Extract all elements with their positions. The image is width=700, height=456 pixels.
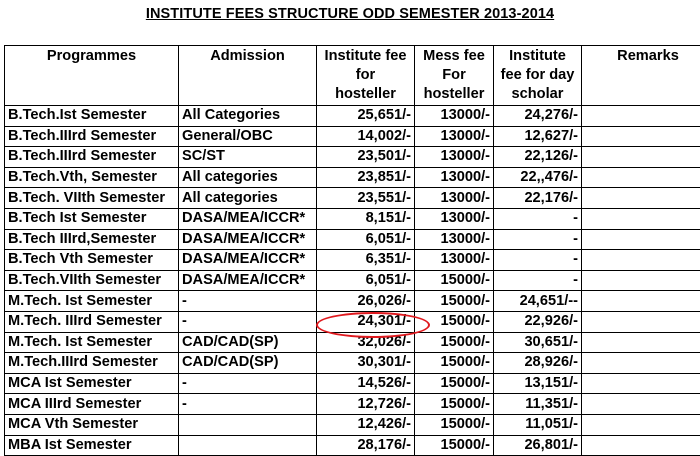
header-fee-day-scholar-line: scholar: [497, 85, 578, 104]
table-row: [5, 414, 700, 435]
fee-hosteller-cell: 23,851/-: [317, 167, 415, 188]
header-fee-hosteller-line: for: [320, 66, 411, 85]
fee-hosteller-cell: 23,551/-: [317, 188, 415, 209]
admission-cell: -: [179, 311, 317, 332]
admission-cell: DASA/MEA/ICCR*: [179, 270, 317, 291]
programme-cell: MCA IIIrd Semester: [5, 394, 179, 415]
remarks-cell: [582, 188, 700, 209]
fee-hosteller-cell: 30,301/-: [317, 353, 415, 374]
programme-cell: B.Tech.IIIrd Semester: [5, 126, 179, 147]
mess-fee-cell: 15000/-: [415, 414, 494, 435]
remarks-cell: [582, 147, 700, 168]
remarks-cell: [582, 229, 700, 250]
fee-day-scholar-cell: 11,351/-: [494, 394, 582, 415]
table-row: [5, 394, 700, 415]
mess-fee-cell: 15000/-: [415, 291, 494, 312]
header-fee-day-scholar-line: Institute: [497, 47, 578, 66]
header-mess-fee: [415, 46, 494, 106]
header-mess-fee-line: Mess fee: [418, 47, 490, 66]
header-fee-day-scholar-line: fee for day: [497, 66, 578, 85]
fee-day-scholar-cell: 13,151/-: [494, 373, 582, 394]
remarks-cell: [582, 126, 700, 147]
header-mess-fee-line: hosteller: [418, 85, 490, 104]
mess-fee-cell: 13000/-: [415, 147, 494, 168]
fee-day-scholar-cell: 12,627/-: [494, 126, 582, 147]
fee-day-scholar-cell: 24,651/--: [494, 291, 582, 312]
table-row: [5, 332, 700, 353]
fee-hosteller-cell: 24,301/-: [317, 311, 415, 332]
table-row: [5, 291, 700, 312]
mess-fee-cell: 13000/-: [415, 188, 494, 209]
remarks-cell: [582, 414, 700, 435]
fees-table: [4, 45, 700, 456]
table-row: [5, 126, 700, 147]
fee-hosteller-cell: 14,526/-: [317, 373, 415, 394]
table-row: [5, 311, 700, 332]
remarks-cell: [582, 394, 700, 415]
admission-cell: CAD/CAD(SP): [179, 332, 317, 353]
admission-cell: -: [179, 394, 317, 415]
fee-day-scholar-cell: 11,051/-: [494, 414, 582, 435]
remarks-cell: [582, 435, 700, 456]
programme-cell: M.Tech. Ist Semester: [5, 332, 179, 353]
admission-cell: SC/ST: [179, 147, 317, 168]
programme-cell: M.Tech.IIIrd Semester: [5, 353, 179, 374]
header-remarks: Remarks: [582, 46, 700, 106]
table-header-row: [5, 46, 700, 106]
mess-fee-cell: 15000/-: [415, 435, 494, 456]
programme-cell: MCA Vth Semester: [5, 414, 179, 435]
admission-cell: All Categories: [179, 106, 317, 127]
header-fee-day-scholar: [494, 46, 582, 106]
mess-fee-cell: 13000/-: [415, 106, 494, 127]
programme-cell: B.Tech.Ist Semester: [5, 106, 179, 127]
admission-cell: DASA/MEA/ICCR*: [179, 229, 317, 250]
remarks-cell: [582, 291, 700, 312]
table-row: [5, 435, 700, 456]
fee-hosteller-cell: 6,051/-: [317, 270, 415, 291]
fees-table-body: [5, 106, 700, 456]
fee-day-scholar-cell: 22,176/-: [494, 188, 582, 209]
mess-fee-cell: 13000/-: [415, 167, 494, 188]
table-row: [5, 353, 700, 374]
fee-hosteller-cell: 28,176/-: [317, 435, 415, 456]
remarks-cell: [582, 167, 700, 188]
programme-cell: M.Tech. Ist Semester: [5, 291, 179, 312]
admission-cell: -: [179, 291, 317, 312]
table-row: [5, 373, 700, 394]
table-row: [5, 229, 700, 250]
table-row: [5, 250, 700, 271]
fee-hosteller-cell: 6,351/-: [317, 250, 415, 271]
header-mess-fee-line: For: [418, 66, 490, 85]
remarks-cell: [582, 373, 700, 394]
mess-fee-cell: 13000/-: [415, 250, 494, 271]
mess-fee-cell: 13000/-: [415, 229, 494, 250]
programme-cell: B.Tech Vth Semester: [5, 250, 179, 271]
programme-cell: B.Tech.IIIrd Semester: [5, 147, 179, 168]
mess-fee-cell: 15000/-: [415, 270, 494, 291]
fee-hosteller-cell: 8,151/-: [317, 208, 415, 229]
programme-cell: MCA Ist Semester: [5, 373, 179, 394]
page-title: INSTITUTE FEES STRUCTURE ODD SEMESTER 2013-2014: [0, 6, 700, 22]
header-fee-hosteller-line: Institute fee: [320, 47, 411, 66]
programme-cell: B.Tech.VIIth Semester: [5, 270, 179, 291]
programme-cell: MBA Ist Semester: [5, 435, 179, 456]
programme-cell: B.Tech. VIIth Semester: [5, 188, 179, 209]
remarks-cell: [582, 270, 700, 291]
remarks-cell: [582, 311, 700, 332]
fee-hosteller-cell: 12,726/-: [317, 394, 415, 415]
admission-cell: -: [179, 373, 317, 394]
mess-fee-cell: 15000/-: [415, 311, 494, 332]
fee-day-scholar-cell: 22,,476/-: [494, 167, 582, 188]
admission-cell: [179, 414, 317, 435]
fee-day-scholar-cell: 22,926/-: [494, 311, 582, 332]
table-row: [5, 270, 700, 291]
mess-fee-cell: 15000/-: [415, 353, 494, 374]
fee-day-scholar-cell: -: [494, 270, 582, 291]
fee-hosteller-cell: 14,002/-: [317, 126, 415, 147]
fee-hosteller-cell: 26,026/-: [317, 291, 415, 312]
admission-cell: All categories: [179, 167, 317, 188]
programme-cell: B.Tech IIIrd,Semester: [5, 229, 179, 250]
fee-hosteller-cell: 23,501/-: [317, 147, 415, 168]
admission-cell: [179, 435, 317, 456]
mess-fee-cell: 15000/-: [415, 373, 494, 394]
fee-day-scholar-cell: -: [494, 208, 582, 229]
programme-cell: M.Tech. IIIrd Semester: [5, 311, 179, 332]
header-programmes: Programmes: [5, 46, 179, 106]
remarks-cell: [582, 250, 700, 271]
fee-day-scholar-cell: 26,801/-: [494, 435, 582, 456]
mess-fee-cell: 15000/-: [415, 332, 494, 353]
admission-cell: DASA/MEA/ICCR*: [179, 250, 317, 271]
header-fee-hosteller-line: hosteller: [320, 85, 411, 104]
fee-hosteller-cell: 32,026/-: [317, 332, 415, 353]
remarks-cell: [582, 332, 700, 353]
fee-day-scholar-cell: 30,651/-: [494, 332, 582, 353]
fee-day-scholar-cell: -: [494, 229, 582, 250]
remarks-cell: [582, 208, 700, 229]
fee-day-scholar-cell: -: [494, 250, 582, 271]
admission-cell: DASA/MEA/ICCR*: [179, 208, 317, 229]
admission-cell: CAD/CAD(SP): [179, 353, 317, 374]
fee-hosteller-cell: 12,426/-: [317, 414, 415, 435]
table-row: [5, 208, 700, 229]
fee-hosteller-cell: 25,651/-: [317, 106, 415, 127]
admission-cell: General/OBC: [179, 126, 317, 147]
table-row: [5, 188, 700, 209]
table-row: [5, 106, 700, 127]
programme-cell: B.Tech Ist Semester: [5, 208, 179, 229]
header-admission: Admission: [179, 46, 317, 106]
mess-fee-cell: 13000/-: [415, 126, 494, 147]
remarks-cell: [582, 353, 700, 374]
fee-day-scholar-cell: 24,276/-: [494, 106, 582, 127]
mess-fee-cell: 15000/-: [415, 394, 494, 415]
fee-day-scholar-cell: 22,126/-: [494, 147, 582, 168]
fee-day-scholar-cell: 28,926/-: [494, 353, 582, 374]
remarks-cell: [582, 106, 700, 127]
fee-hosteller-cell: 6,051/-: [317, 229, 415, 250]
header-fee-hosteller: [317, 46, 415, 106]
programme-cell: B.Tech.Vth, Semester: [5, 167, 179, 188]
mess-fee-cell: 13000/-: [415, 208, 494, 229]
admission-cell: All categories: [179, 188, 317, 209]
table-row: [5, 167, 700, 188]
table-row: [5, 147, 700, 168]
